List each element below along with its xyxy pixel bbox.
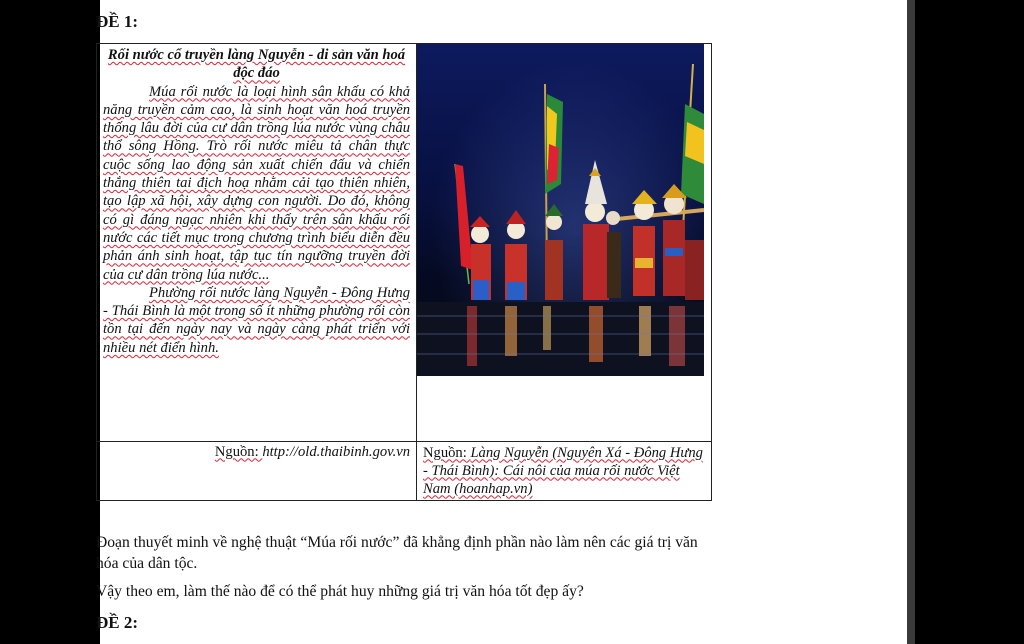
source-right-cell xyxy=(417,441,712,500)
source-right-text: Làng Nguyễn (Nguyên Xá - Đông Hưng - Thái Bình): Cái nôi của múa rối nước Việt Nam (hoanhap.vn) xyxy=(423,444,703,497)
article-paragraph-2: Phường rối nước làng Nguyễn - Đông Hưng - Thái Bình là một trong số ít những phường rối còn tồn tại đến ngày nay và ngày càng phát triển với nhiều nét điển hình. xyxy=(103,284,410,356)
question-1: Đoạn thuyết minh về nghệ thuật “Múa rối nước” đã khẳng định phần nào làm nên các giá trị văn hóa của dân tộc. xyxy=(96,534,698,572)
heading-de-1: ĐỀ 1: xyxy=(96,12,139,31)
water-puppet-photo xyxy=(417,44,704,376)
page-edge-shadow xyxy=(907,0,915,644)
source-left-link[interactable]: http://old.thaibinh.gov.vn xyxy=(262,443,410,460)
source-left-cell xyxy=(97,441,417,500)
question-2: Vậy theo em, làm thế nào để có thể phát huy những giá trị văn hóa tốt đẹp ấy? xyxy=(96,583,584,600)
source-right-prefix: Nguồn: xyxy=(423,444,471,461)
article-paragraph-1: Múa rối nước là loại hình sân khấu có khả năng truyền cảm cao, là sinh hoạt văn hoá truyền thống lâu đời của cư dân trồng lúa nước vùng châu thổ sông Hồng. Trò rối nước miêu tả chân thực cuộc sống lao động sản xuất chiến đấu và chiến thắng thiên tai địch hoạ nhằm cải tạo thiên nhiên, tạo lập xã hội, xây dựng con người. Do đó, không có gì đáng ngạc nhiên khi thấy trên sân khấu rối nước các tiết mục trong chương trình biểu diễn đều phản ánh sinh hoạt, tập tục tín ngưỡng truyền đời của cư dân trồng lúa nước... xyxy=(103,83,410,283)
content-table xyxy=(96,43,712,501)
photo-cell xyxy=(417,44,712,442)
article-title: Rối nước cổ truyền làng Nguyễn - di sản văn hoá độc đáo xyxy=(107,47,406,82)
article-text-cell xyxy=(97,44,417,442)
source-left-prefix: Nguồn: xyxy=(214,443,263,460)
heading-de-2: ĐỀ 2: xyxy=(96,613,139,632)
